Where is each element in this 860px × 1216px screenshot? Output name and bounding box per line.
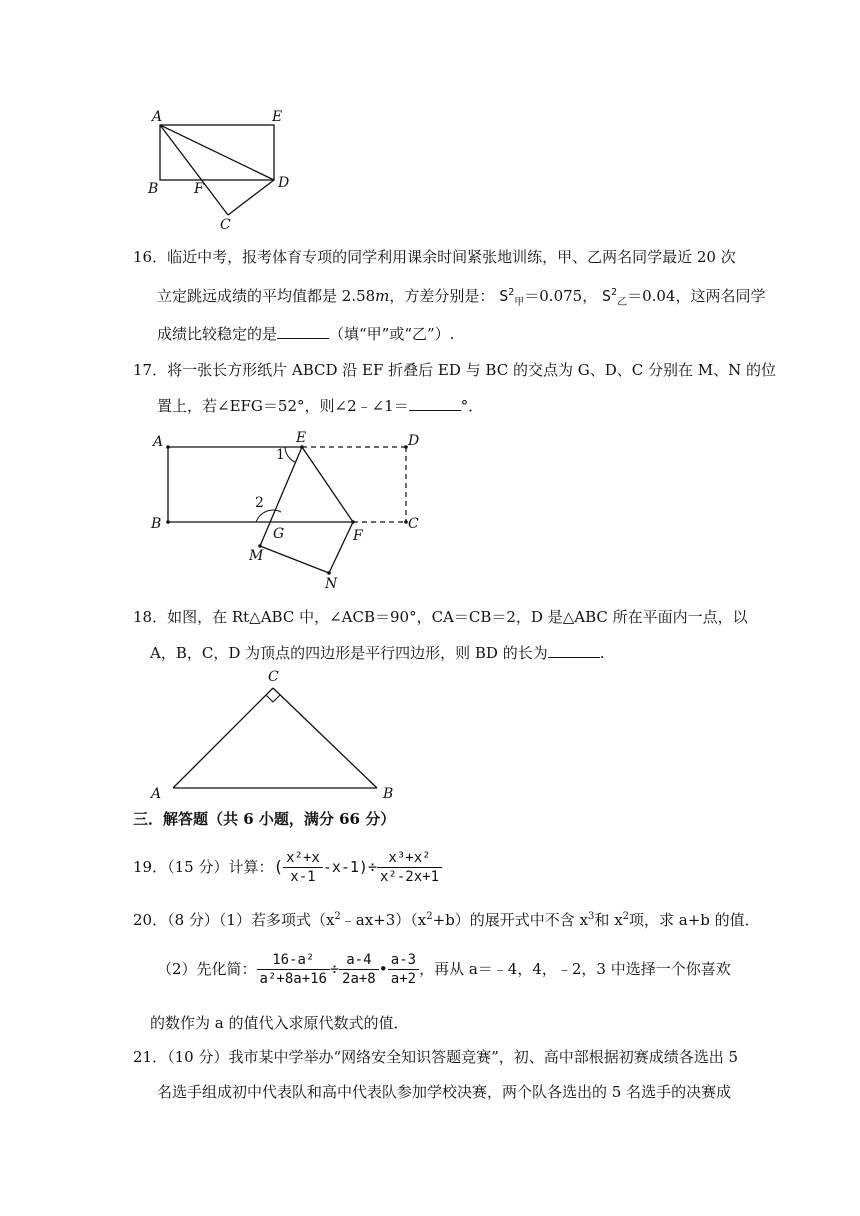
label-e: E [272, 109, 283, 125]
label-b: B [148, 181, 159, 197]
angle-1-arc [285, 447, 295, 462]
q18-line1: 18．如图，在 Rt△ABC 中，∠ACB＝90°，CA＝CB＝2，D 是△ABC 所在平面内一点，以 [133, 608, 748, 626]
label-a: A [152, 109, 163, 125]
segment-cd [228, 180, 274, 215]
label-m: M [249, 548, 264, 564]
q18-line2: A，B，C，D 为顶点的四边形是平行四边形，则 BD 的长为 . [150, 644, 605, 662]
question-19: 19．（15 分）计算： ( $\frac{\text{x²+x}}{x-1}$ -x-1)÷ $\frac{\text{x³+x²}}{\text{x²-2x+1}}$ [133, 842, 442, 892]
variance-s-yi: $S^2_乙$ [602, 287, 628, 308]
label-angle-1: 1 [276, 447, 285, 463]
label-c: C [408, 516, 419, 532]
side-cb [273, 688, 377, 788]
fraction-1: $\frac{\text{x²+x}}{x-1}$ [283, 849, 323, 886]
figure-q18 [145, 664, 405, 804]
question-18 [133, 606, 748, 628]
edge-nf [329, 522, 353, 573]
right-angle-mark [266, 695, 280, 702]
figure-q17 [145, 428, 435, 598]
section-heading: 三．解答题（共 6 小题，满分 66 分） [133, 810, 396, 828]
fraction-2: $\frac{\text{x³+x²}}{\text{x²-2x+1}}$ [377, 849, 442, 886]
label-e: E [296, 430, 307, 446]
fraction-a: $\frac{\text{16-a²}}{\text{a²+8a+16}}$ [257, 951, 330, 988]
label-g: G [273, 526, 285, 542]
question-20-part1: 20．（8 分）（1）若多项式$(x^2﹣ax+3)(x^2+b)$的展开式中不含 $x^3$和 $x^2$项，求 a+b 的值． [133, 911, 760, 929]
label-f: F [194, 181, 204, 197]
question-21-line2: 名选手组成初中代表队和高中代表队参加学校决赛，两个队各选出的 5 名选手的决赛成 [157, 1083, 732, 1101]
label-angle-2: 2 [255, 495, 264, 511]
label-c: C [220, 217, 231, 233]
variance-s-jia: $S^2_甲$ [499, 287, 525, 308]
figure-q15 [140, 105, 300, 235]
label-d: D [408, 433, 420, 449]
label-b: B [383, 786, 394, 802]
answer-blank-16[interactable] [277, 324, 329, 339]
fraction-b: $\frac{a-4}{2a+8}$ [339, 951, 379, 988]
q20-line3: 的数作为 a 的值代入求原代数式的值． [150, 1014, 409, 1032]
label-n: N [325, 576, 338, 592]
question-17 [133, 359, 776, 381]
edge-mn [260, 546, 329, 573]
answer-blank-18[interactable] [548, 643, 600, 658]
q16-line1: 16．临近中考，报考体育专项的同学利用课余时间紧张地训练，甲、乙两名同学最近 20 次 [133, 248, 736, 266]
label-a: A [153, 434, 164, 450]
segment-ad [160, 125, 274, 180]
label-a: A [151, 786, 162, 802]
side-ca [173, 688, 273, 788]
q17-line2: 置上，若∠EFG＝52°，则∠2﹣∠1＝ °． [157, 397, 484, 415]
fraction-c: $\frac{a-3}{a+2}$ [388, 951, 419, 988]
label-c: C [268, 669, 279, 685]
question-21-line1: 21．（10 分）我市某中学举办“网络安全知识答题竞赛”，初、高中部根据初赛成绩各选出 5 [133, 1048, 739, 1066]
edge-ef [302, 447, 353, 522]
label-b: B [151, 516, 162, 532]
segment-ac [160, 125, 228, 215]
q16-line2: 立定跳远成绩的平均值都是 2.58m，方差分别是： $S^2_甲=0.075$， $S^2_乙=0.04$，这两名同学 [157, 287, 766, 308]
label-d: D [278, 175, 290, 191]
angle-2-arc [256, 510, 281, 522]
question-16 [133, 246, 736, 268]
answer-blank-17[interactable] [409, 396, 461, 411]
question-20-part2: （2）先化简： $\frac{\text{16-a²}}{\text{a²+8a+16}}$ ÷ $\frac{a-4}{2a+8}$ • $\frac{a-3}{a+2}$ ，再从 a＝﹣4，4，﹣2，3 中选择一个你喜欢 [157, 951, 731, 987]
q16-line3: 成绩比较稳定的是 （填“甲”或“乙”）. [157, 325, 455, 343]
q17-line1: 17．将一张长方形纸片 ABCD 沿 EF 折叠后 ED 与 BC 的交点为 G、D、C 分别在 M、N 的位 [133, 361, 777, 379]
label-f: F [353, 528, 363, 544]
